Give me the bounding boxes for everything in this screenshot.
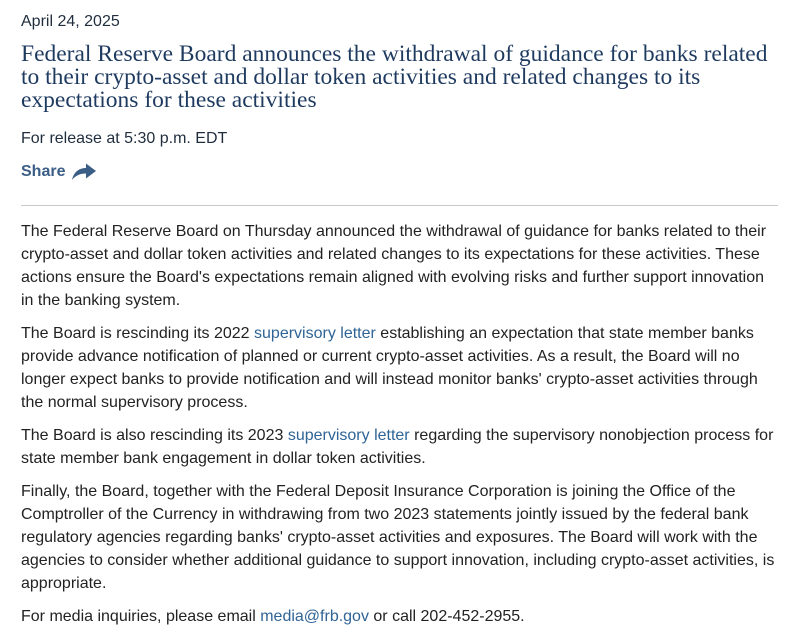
paragraph: The Federal Reserve Board on Thursday announced the withdrawal of guidance for banks related to their crypto-asset and dollar token activities and related changes to its expectations for these activities. These actions ensure the Board's expectations remain aligned with evolving risks and further support innovation in the banking system. bbox=[21, 223, 767, 309]
media-contact bbox=[21, 605, 778, 628]
paragraph: Finally, the Board, together with the Federal Deposit Insurance Corporation is joining the Office of the Comptroller of the Currency in withdrawing from two 2023 statements jointly issued by the federal bank regulatory agencies regarding banks' crypto-asset activities and exposures. The Board will work with the agencies to consider whether additional guidance to support innovation, including crypto-asset activities, is appropriate. bbox=[21, 483, 775, 592]
media-email-link[interactable]: media@frb.gov bbox=[260, 608, 369, 625]
divider bbox=[21, 205, 778, 206]
release-time: For release at 5:30 p.m. EDT bbox=[21, 130, 228, 147]
release-date: April 24, 2025 bbox=[21, 13, 120, 30]
share-button[interactable] bbox=[21, 162, 97, 182]
supervisory-letter-2022-link[interactable]: supervisory letter bbox=[254, 325, 376, 342]
supervisory-letter-2023-link[interactable]: supervisory letter bbox=[287, 427, 410, 444]
paragraph bbox=[21, 322, 778, 414]
paragraph-text: regarding the supervisory nonobjection process for state member bank engagement in dollar token activities. bbox=[21, 427, 774, 467]
page-title: Federal Reserve Board announces the withdrawal of guidance for banks related to their crypto-asset and dollar token activities and related changes to its expectations for these activities bbox=[21, 41, 768, 113]
paragraph-text: For media inquiries, please email bbox=[21, 608, 261, 625]
paragraph bbox=[21, 424, 778, 470]
paragraph-text: The Board is also rescinding its 2023 bbox=[21, 427, 288, 444]
share-arrow-icon bbox=[71, 162, 97, 182]
paragraph-text: or call 202-452-2955. bbox=[368, 608, 525, 625]
share-label: Share bbox=[21, 163, 66, 180]
paragraph-text: The Board is rescinding its 2022 bbox=[21, 325, 255, 342]
article-body bbox=[21, 220, 778, 638]
paragraph-text: establishing an expectation that state member banks provide advance notification of planned or current crypto-asset activities. As a result, the Board will no longer expect banks to provide notification and will instead monitor banks' crypto-asset activities through the normal supervisory process. bbox=[21, 325, 758, 411]
